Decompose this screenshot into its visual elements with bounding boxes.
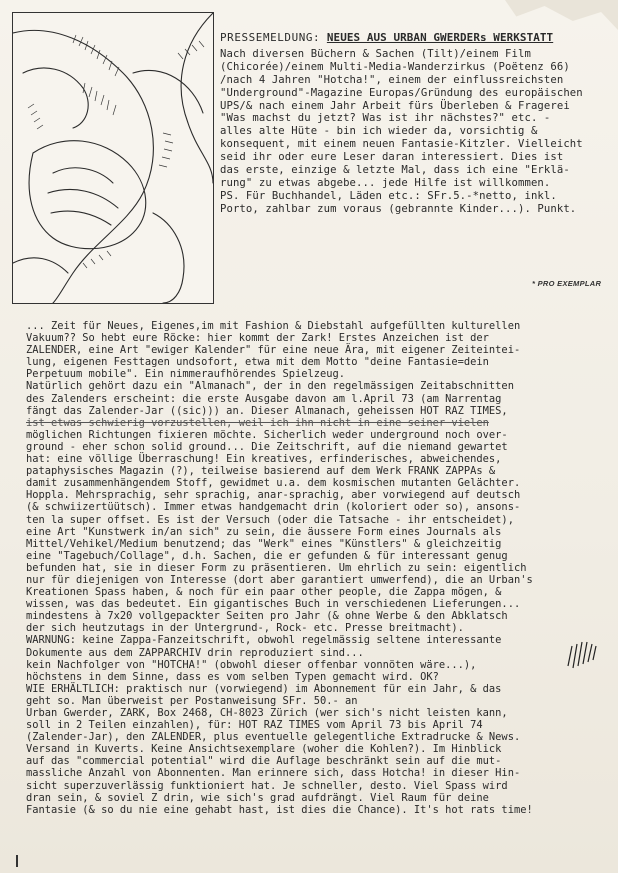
body-line: Perpetuum mobile". Ein nimmeraufhörendes Spielzeug.	[26, 368, 346, 381]
body-line: Hoppla. Mehrsprachig, sehr sprachig, anar-sprachig, aber vorwiegend auf deutsch	[26, 489, 521, 502]
intro-line: das erste, einzige & letzte Mal, dass ich eine "Erklä-	[220, 164, 570, 177]
body-text	[26, 320, 612, 816]
body-line: ground - eher schon solid ground... Die Zeitschrift, auf die niemand gewartet	[26, 440, 508, 453]
body-line: Versand in Kuverts. Keine Ansichtsexemplare (woher die Kohlen?). Im Hinblick	[26, 743, 502, 756]
body-line: des Zalenders erscheint: die erste Ausgabe davon am l.April 73 (am Narrentag	[26, 392, 502, 405]
intro-line: /nach 4 Jahren "Hotcha!", einem der einflussreichsten	[220, 73, 564, 86]
body-line: Mittel/Vehikel/Medium benutzend; das "Werk" eines "Künstlers" & gleichzeitig	[26, 537, 502, 550]
body-line: ... Zeit für Neues, Eigenes,im mit Fashion & Diebstahl aufgefüllten kulturellen	[26, 320, 521, 332]
body-line: ZALENDER, eine Art "ewiger Kalender" für eine neue Ära, mit eigener Zeiteintei-	[26, 344, 521, 357]
body-line: kein Nachfolger von "HOTCHA!" (obwohl dieser offenbar vonnöten wäre...),	[26, 658, 477, 671]
intro-line: "Was machst du jetzt? Was ist ihr nächstes?" etc. -	[220, 112, 551, 125]
body-line: Vakuum?? So hebt eure Röcke: hier kommt der Zark! Erstes Anzeichen ist der	[26, 332, 489, 345]
intro-line: Porto, zahlbar zum voraus (gebrannte Kinder...). Punkt.	[220, 202, 577, 215]
press-release-label: PRESSEMELDUNG:	[220, 31, 321, 44]
body-line: Kreationen Spass haben, & noch für ein paar other people, die Zappa mögen, &	[26, 586, 502, 599]
intro-line: "Underground"-Magazine Europas/Gründung des europäischen	[220, 86, 583, 99]
body-line: eine "Tagebuch/Collage", d.h. Sachen, die er gefunden & für interessant genug	[26, 549, 508, 562]
body-line: lung, eigenen Festtagen undsofort, etwa mit dem Motto "deine Fantasie=dein	[26, 356, 489, 369]
body-line: pataphysisches Magazin (?), teilweise basierend auf dem Werk FRANK ZAPPAs &	[26, 465, 496, 478]
body-line: WARNUNG: keine Zappa-Fanzeitschrift, obwohl regelmässig seltene interessante	[26, 634, 502, 647]
intro-line: alles alte Hüte - bin ich wieder da, vorsichtig &	[220, 125, 538, 138]
body-line: sicht superzuverlässig funktioniert hat. Je schneller, desto. Viel Spass wird	[26, 779, 508, 792]
body-line: (Zalender-Jar), den ZALENDER, plus eventuelle gelegentliche Extradrucke & News.	[26, 731, 521, 744]
body-line: eine Art "Kunstwerk in/an sich" zu sein, die äussere Form eines Journals als	[26, 525, 502, 538]
intro-column	[220, 32, 612, 216]
intro-line: rung" zu etwas abgebe... jede Hilfe ist willkommen.	[220, 176, 551, 189]
body-line: WIE ERHÄLTLICH: praktisch nur (vorwiegend) im Abonnement für ein Jahr, & das	[26, 682, 502, 695]
body-line: möglichen Richtungen fixieren möchte. Sicherlich weder underground noch over-	[26, 428, 508, 441]
intro-line: seid ihr oder eure Leser daran interessiert. Dies ist	[220, 151, 564, 164]
body-line: befunden hat, sie in dieser Form zu präsentieren. Um ehrlich zu sein: eigentlich	[26, 561, 527, 574]
header-line	[220, 32, 612, 45]
scribble-mark-icon	[563, 636, 603, 676]
body-line: wissen, was das bedeutet. Ein gigantisches Buch in verschiedenen Lieferungen...	[26, 598, 521, 611]
body-line: auf das "commercial potential" wird die Auflage beschränkt sein auf die mut-	[26, 755, 502, 768]
intro-line: Nach diversen Büchern & Sachen (Tilt)/einem Film	[220, 47, 531, 60]
intro-line: (Chicorée)/einem Multi-Media-Wanderzirkus (Poëtenz 66)	[220, 60, 570, 73]
intro-line: UPS/& nach einem Jahr Arbeit fürs Überleben & Fragerei	[220, 99, 570, 112]
body-line: Natürlich gehört dazu ein "Almanach", der in den regelmässigen Zeitabschnitten	[26, 380, 514, 393]
hand-drawing-illustration-icon	[12, 12, 214, 304]
margin-mark	[16, 855, 18, 867]
struck-body-line: ist etwas schwierig vorzustellen, weil ich ihn nicht in eine seiner vielen	[26, 416, 489, 429]
body-line: ten la super offset. Es ist der Versuch (oder die Tatsache - ihr entscheidet),	[26, 513, 514, 526]
intro-line: PS. Für Buchhandel, Läden etc.: SFr.5.-*netto, inkl.	[220, 189, 557, 202]
body-line: der sich heutzutags in der Untergrund-, Rock- etc. Presse breitmacht).	[26, 622, 464, 635]
body-line: höchstens in dem Sinne, dass es vom selben Typen gemacht wird. OK?	[26, 670, 439, 683]
intro-line: konsequent, mit einem neuen Fantasie-Kitzler. Vielleicht	[220, 138, 583, 151]
pro-exemplar-stamp: * PRO EXEMPLAR	[532, 279, 602, 288]
body-line: fängt das Zalender-Jar ((sic))) an. Dieser Almanach, geheissen HOT RAZ TIMES,	[26, 404, 508, 417]
body-line: dran sein, & soviel Z drin, wie sich's grad aufdrängt. Viel Raum für deine	[26, 791, 489, 804]
torn-corner	[505, 0, 618, 30]
body-line: geht so. Man überweist per Postanweisung SFr. 50.- an	[26, 694, 358, 707]
body-line: nur für diejenigen von Interesse (dort aber garantiert umwerfend), die an Urban's	[26, 573, 533, 586]
body-line: damit zusammenhängendem Stoff, gewidmet u.a. dem kosmischen mutanten Gelächter.	[26, 477, 521, 490]
body-line: massliche Anzahl von Abonnenten. Man erinnere sich, dass Hotcha! in dieser Hin-	[26, 767, 521, 780]
body-line: Dokumente aus dem ZAPPARCHIV drin reproduziert sind...	[26, 646, 364, 659]
body-line: soll in 2 Teilen einzahlen), für: HOT RAZ TIMES vom April 73 bis April 74	[26, 719, 483, 732]
body-line: hat: eine völlige Überraschung! Ein kreatives, erfinderisches, abweichendes,	[26, 453, 502, 466]
body-line: mindestens à 7x20 vollgepackter Seiten pro Jahr (& ohne Werbe & den Abklatsch	[26, 610, 508, 623]
page-title: NEUES AUS URBAN GWERDERs WERKSTATT	[326, 31, 554, 44]
body-line: (& schwiizertüütsch). Immer etwas handgemacht drin (koloriert oder so), ansons-	[26, 501, 521, 514]
body-line: Urban Gwerder, ZARK, Box 2468, CH-8023 Zürich (wer sich's nicht leisten kann,	[26, 707, 508, 719]
body-line: Fantasie (& so du nie eine gehabt hast, ist dies die Chance). It's hot rats time!	[26, 803, 533, 816]
